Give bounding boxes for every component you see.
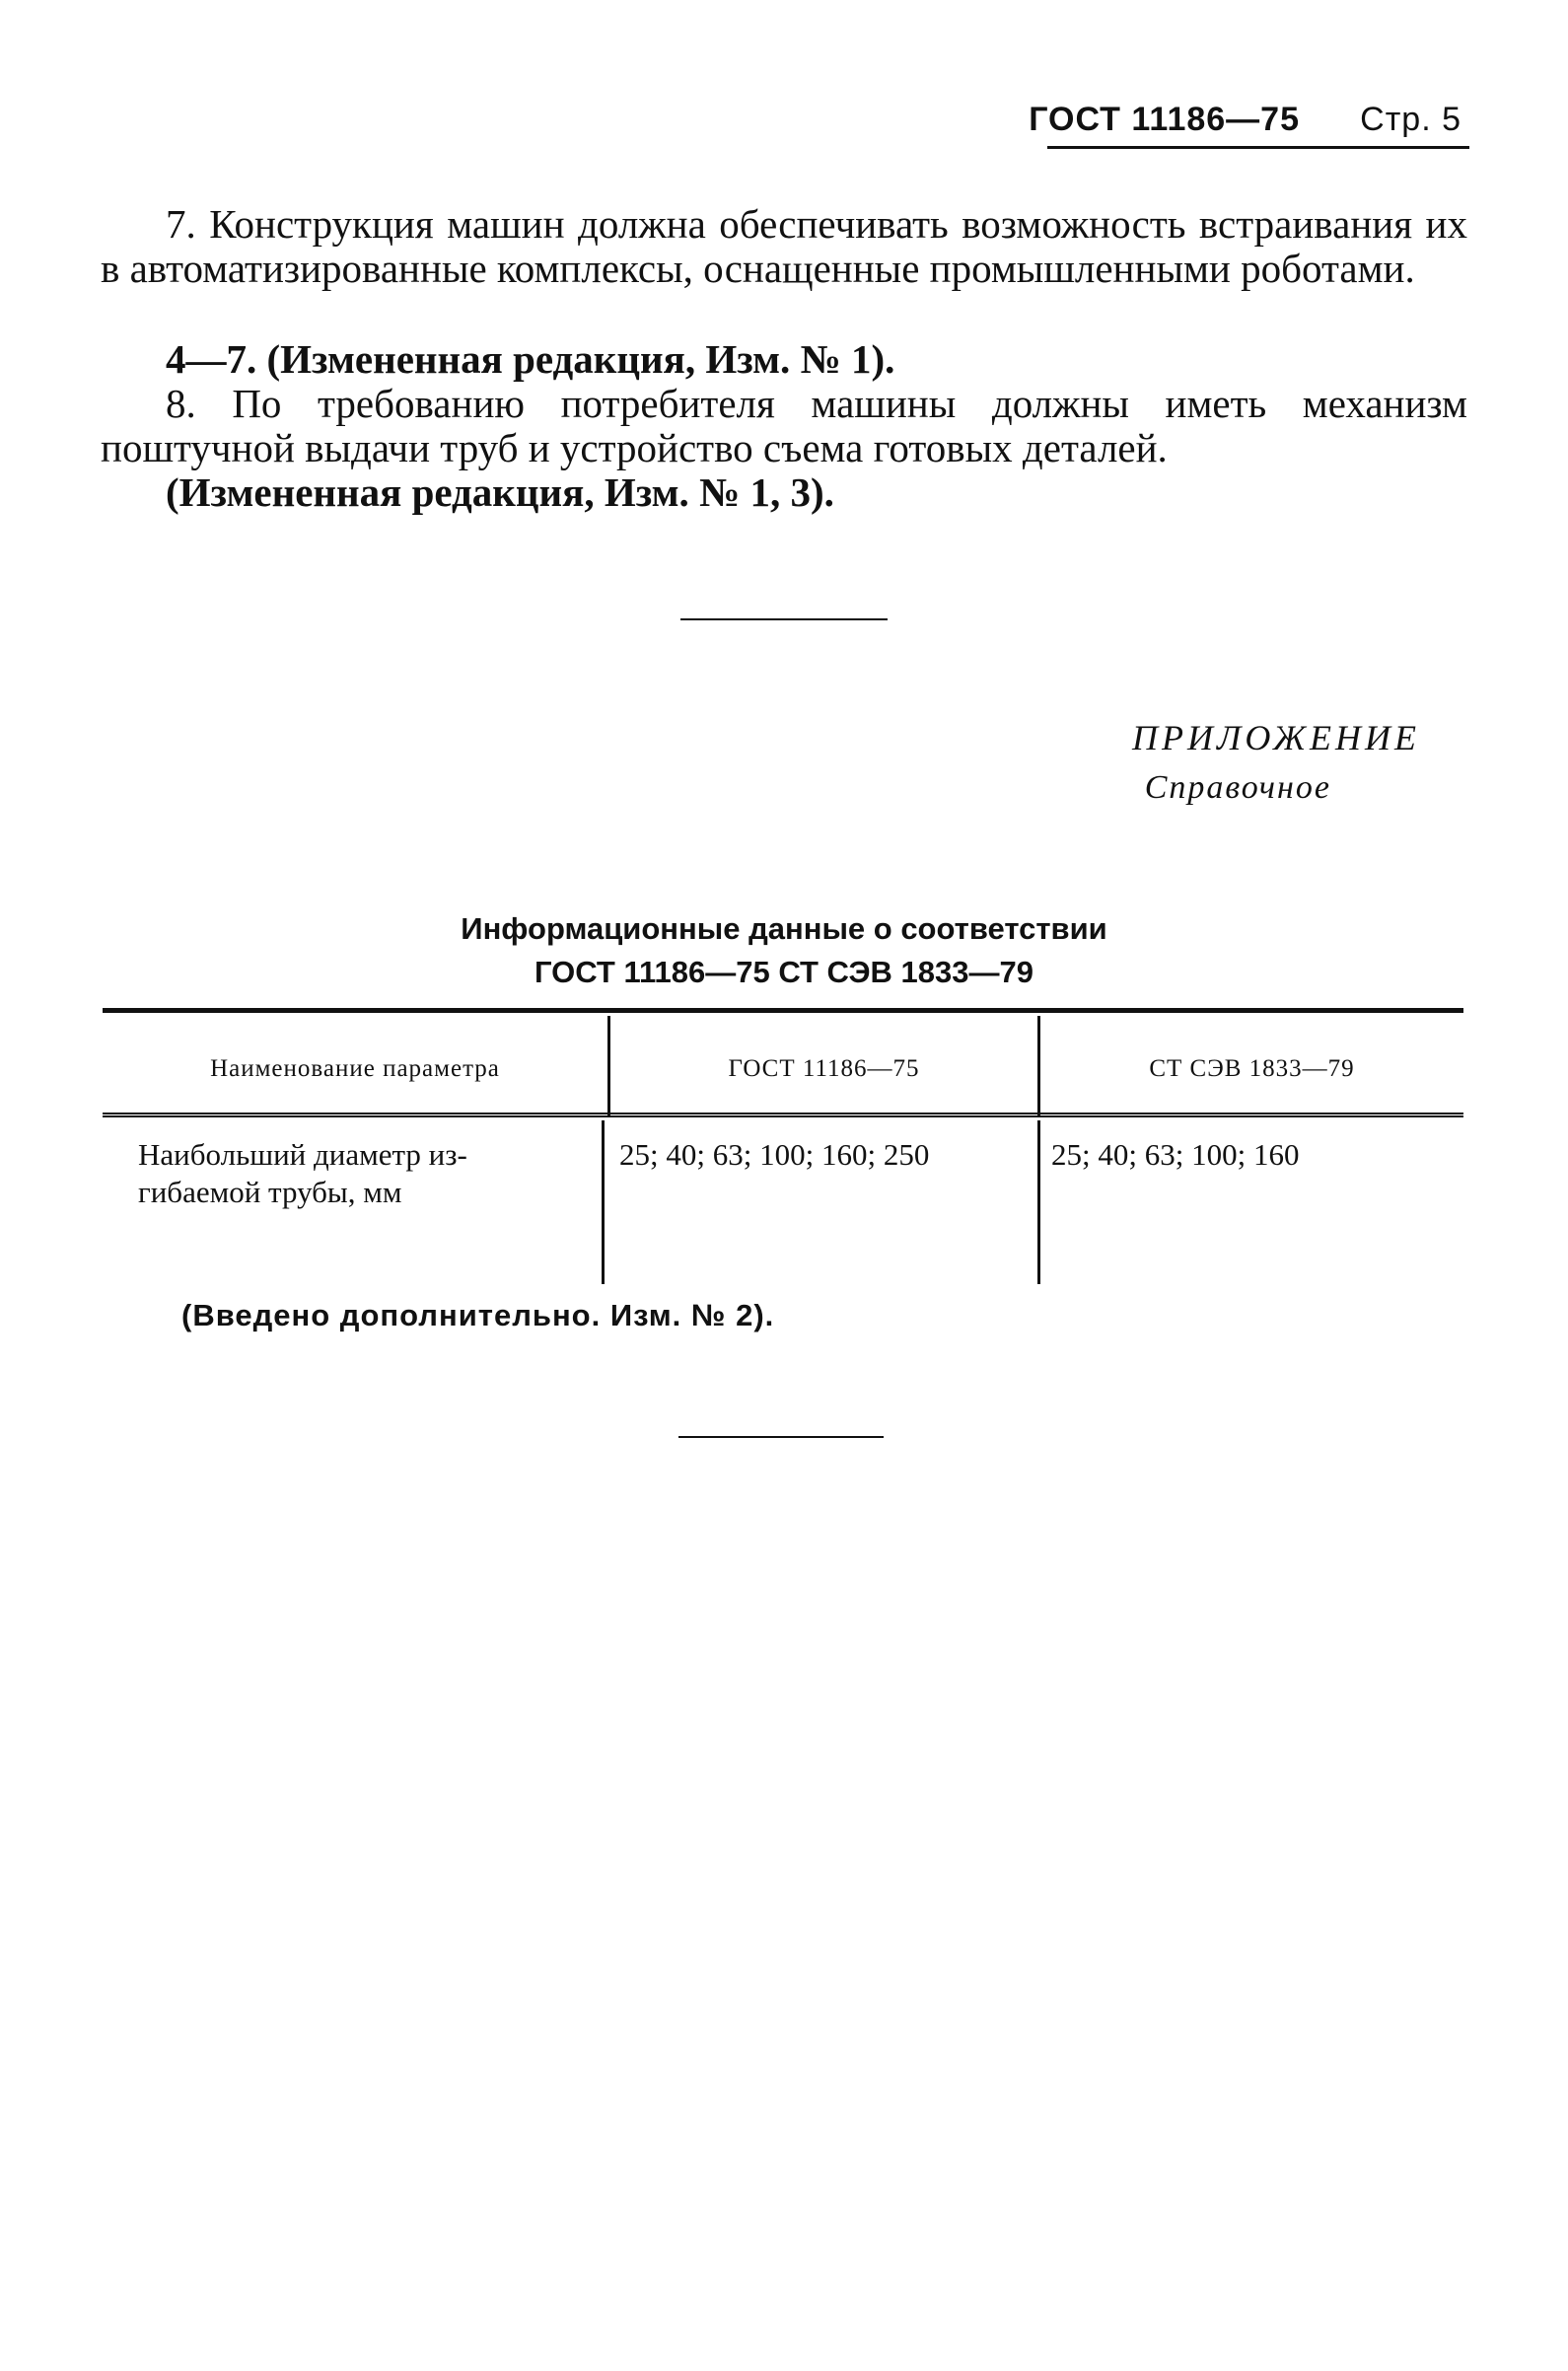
comparison-table (103, 1008, 1463, 1284)
table-title-line-2: ГОСТ 11186—75 СТ СЭВ 1833—79 (535, 955, 1033, 989)
section-divider (680, 618, 888, 620)
header-parameter: Наименование параметра (210, 1055, 500, 1082)
table-top-rule (103, 1008, 1463, 1013)
table-row (138, 1136, 467, 1211)
cell-st-sev-value: 25; 40; 63; 100; 160 (1051, 1137, 1300, 1172)
header-doc-code: ГОСТ 11186—75 (1029, 101, 1300, 138)
table-title-line-1: Информационные данные о соответствии (461, 911, 1107, 946)
header-rule (1047, 146, 1469, 149)
appendix-title: ПРИЛОЖЕНИЕ (1132, 718, 1420, 757)
body-divider-2 (1037, 1120, 1040, 1284)
header-st-sev: СТ СЭВ 1833—79 (1149, 1055, 1355, 1082)
appendix-subtitle: Справочное (1144, 769, 1331, 806)
header-bottom-rule (103, 1113, 1463, 1117)
end-divider (678, 1436, 884, 1438)
table-title (0, 907, 1568, 994)
cell-parameter-line-1: Наибольший диаметр из- (138, 1137, 467, 1172)
amendment-note: (Введено дополнительно. Изм. № 2). (181, 1298, 775, 1332)
header-gost: ГОСТ 11186—75 (728, 1055, 920, 1082)
paragraph-4-7-revision: 4—7. (Измененная редакция, Изм. № 1). (166, 336, 895, 382)
header-page-number: Стр. 5 (1360, 101, 1461, 138)
paragraph-7: 7. Конструкция машин должна обеспечивать возможность встраивания их в автоматизированные комплексы, оснащенные промышленными роботами. (101, 201, 1467, 291)
paragraph-8: 8. По требованию потребителя машины должны иметь механизм поштучной выдачи труб и устройство съема готовых деталей. (101, 381, 1467, 470)
paragraph-8-revision: (Измененная редакция, Изм. № 1, 3). (166, 469, 834, 515)
cell-parameter-line-2: гибаемой трубы, мм (138, 1175, 402, 1209)
body-divider-1 (602, 1120, 605, 1284)
cell-gost-value: 25; 40; 63; 100; 160; 250 (619, 1137, 930, 1172)
